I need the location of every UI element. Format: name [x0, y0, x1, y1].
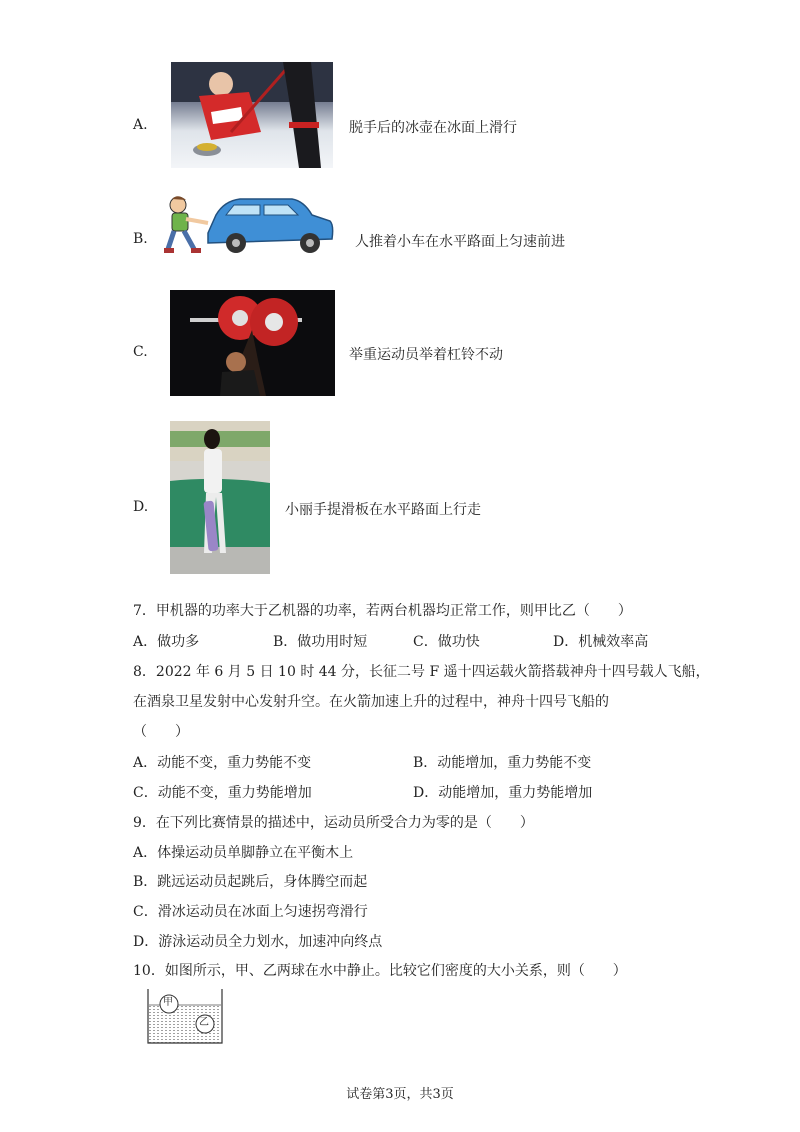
girl-with-skateboard-photo — [170, 421, 270, 574]
option-a-letter: A. — [133, 117, 148, 133]
q10-stem: 10．如图所示，甲、乙两球在水中静止。比较它们密度的大小关系，则（ ） — [133, 963, 627, 979]
q8-stem-line3: （ ） — [133, 724, 189, 740]
option-d-text: 小丽手提滑板在水平路面上行走 — [285, 502, 481, 518]
water-tank — [145, 987, 225, 1045]
curling-photo — [171, 62, 333, 168]
q7-option-d: D．机械效率高 — [553, 634, 649, 650]
option-c-letter: C. — [133, 344, 148, 360]
option-d-letter: D. — [133, 499, 149, 515]
ball-b-label: 乙 — [199, 1017, 209, 1028]
option-a-text: 脱手后的冰壶在冰面上滑行 — [349, 120, 517, 136]
q7-option-a: A．做功多 — [133, 634, 200, 650]
q9-option-b: B．跳远运动员起跳后，身体腾空而起 — [133, 874, 368, 890]
q8-stem-line1: 8．2022 年 6 月 5 日 10 时 44 分，长征二号 F 遥十四运载火箭搭载神舟十四号载人飞船， — [133, 664, 710, 680]
q7-option-c: C．做功快 — [413, 634, 480, 650]
option-b-text: 人推着小车在水平路面上匀速前进 — [355, 234, 565, 250]
q9-option-a: A．体操运动员单脚静立在平衡木上 — [133, 845, 354, 861]
q9-option-d: D．游泳运动员全力划水，加速冲向终点 — [133, 934, 383, 950]
boy-pushing-car-illustration — [164, 193, 336, 259]
q9-option-c: C．滑冰运动员在冰面上匀速拐弯滑行 — [133, 904, 368, 920]
ball-a-label: 甲 — [163, 997, 173, 1008]
page-footer: 试卷第3页，共3页 — [346, 1087, 454, 1102]
q8-option-b: B．动能增加，重力势能不变 — [413, 755, 592, 771]
q7-option-b: B．做功用时短 — [273, 634, 368, 650]
q9-stem: 9．在下列比赛情景的描述中，运动员所受合力为零的是（ ） — [133, 815, 534, 831]
option-c-text: 举重运动员举着杠铃不动 — [349, 347, 503, 363]
weightlifter-photo — [170, 290, 335, 396]
q10-diagram — [145, 987, 225, 1045]
option-b-letter: B. — [133, 231, 148, 247]
q8-option-a: A．动能不变，重力势能不变 — [133, 755, 312, 771]
q8-option-c: C．动能不变，重力势能增加 — [133, 785, 312, 801]
q8-stem-line2: 在酒泉卫星发射中心发射升空。在火箭加速上升的过程中，神舟十四号飞船的 — [133, 694, 609, 710]
q8-option-d: D．动能增加，重力势能增加 — [413, 785, 593, 801]
q7-stem: 7．甲机器的功率大于乙机器的功率，若两台机器均正常工作，则甲比乙（ ） — [133, 603, 632, 619]
